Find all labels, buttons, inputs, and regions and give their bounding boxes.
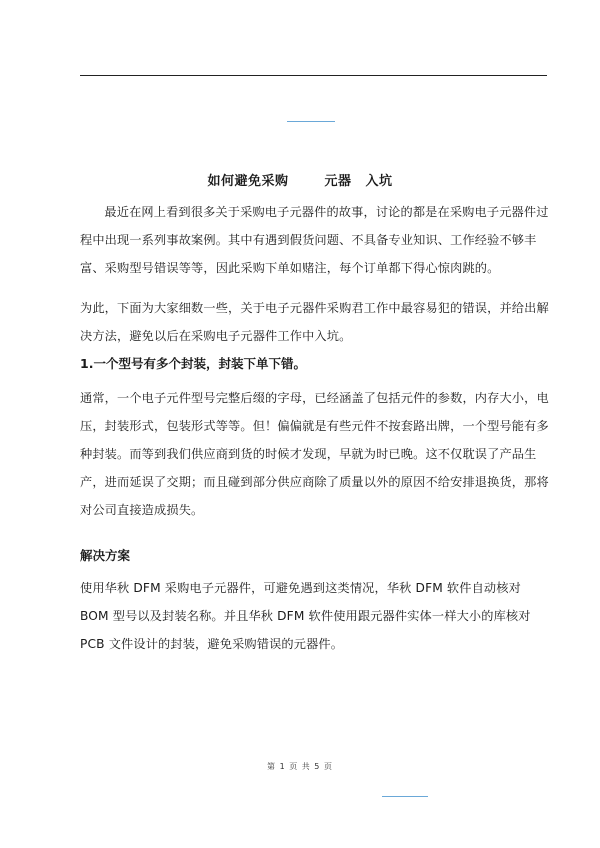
paragraph-solution: 使用华秋 DFM 采购电子元器件，可避免遇到这类情况，华秋 DFM 软件自动核对 BOM 型号以及封装名称。并且华秋 DFM 软件使用跟元器件实体一样大小的库核对 PCB 文件设计的封装，避免采购错误的元器件。 xyxy=(80,581,531,651)
header-link-mark xyxy=(287,121,335,122)
title-part-2: 元器 xyxy=(324,174,352,189)
page-number: 第 1 页 共 5 页 xyxy=(267,762,333,771)
paragraph-purpose: 为此，下面为大家细数一些，关于电子元器件采购君工作中最容易犯的错误，并给出解决方法，避免以后在采购电子元器件工作中入坑。 xyxy=(80,301,549,343)
section-heading-solution: 解决方案 xyxy=(80,548,131,563)
section-heading-1: 1.一个型号有多个封装，封装下单下错。 xyxy=(80,356,306,371)
title-part-3: 入坑 xyxy=(365,174,393,189)
document-title xyxy=(0,170,600,189)
header-rule xyxy=(80,75,547,76)
title-part-1: 如何避免采购 xyxy=(207,174,289,189)
paragraph-intro: 最近在网上看到很多关于采购电子元器件的故事，讨论的都是在采购电子元器件过程中出现一系列事故案例。其中有遇到假货问题、不具备专业知识、工作经验不够丰富、采购型号错误等等，因此采购下单如赌注，每个订单都下得心惊肉跳的。 xyxy=(80,205,549,275)
footer-link-mark xyxy=(382,796,428,797)
paragraph-problem: 通常，一个电子元件型号完整后缀的字母，已经涵盖了包括元件的参数，内存大小，电压，封装形式，包装形式等等。但！偏偏就是有些元件不按套路出牌，一个型号能有多种封装。而等到我们供应商到货的时候才发现，早就为时已晚。这不仅耽误了产品生产，进而延误了交期；而且碰到部分供应商除了质量以外的原因不给安排退换货，那将对公司直接造成损失。 xyxy=(80,391,549,517)
